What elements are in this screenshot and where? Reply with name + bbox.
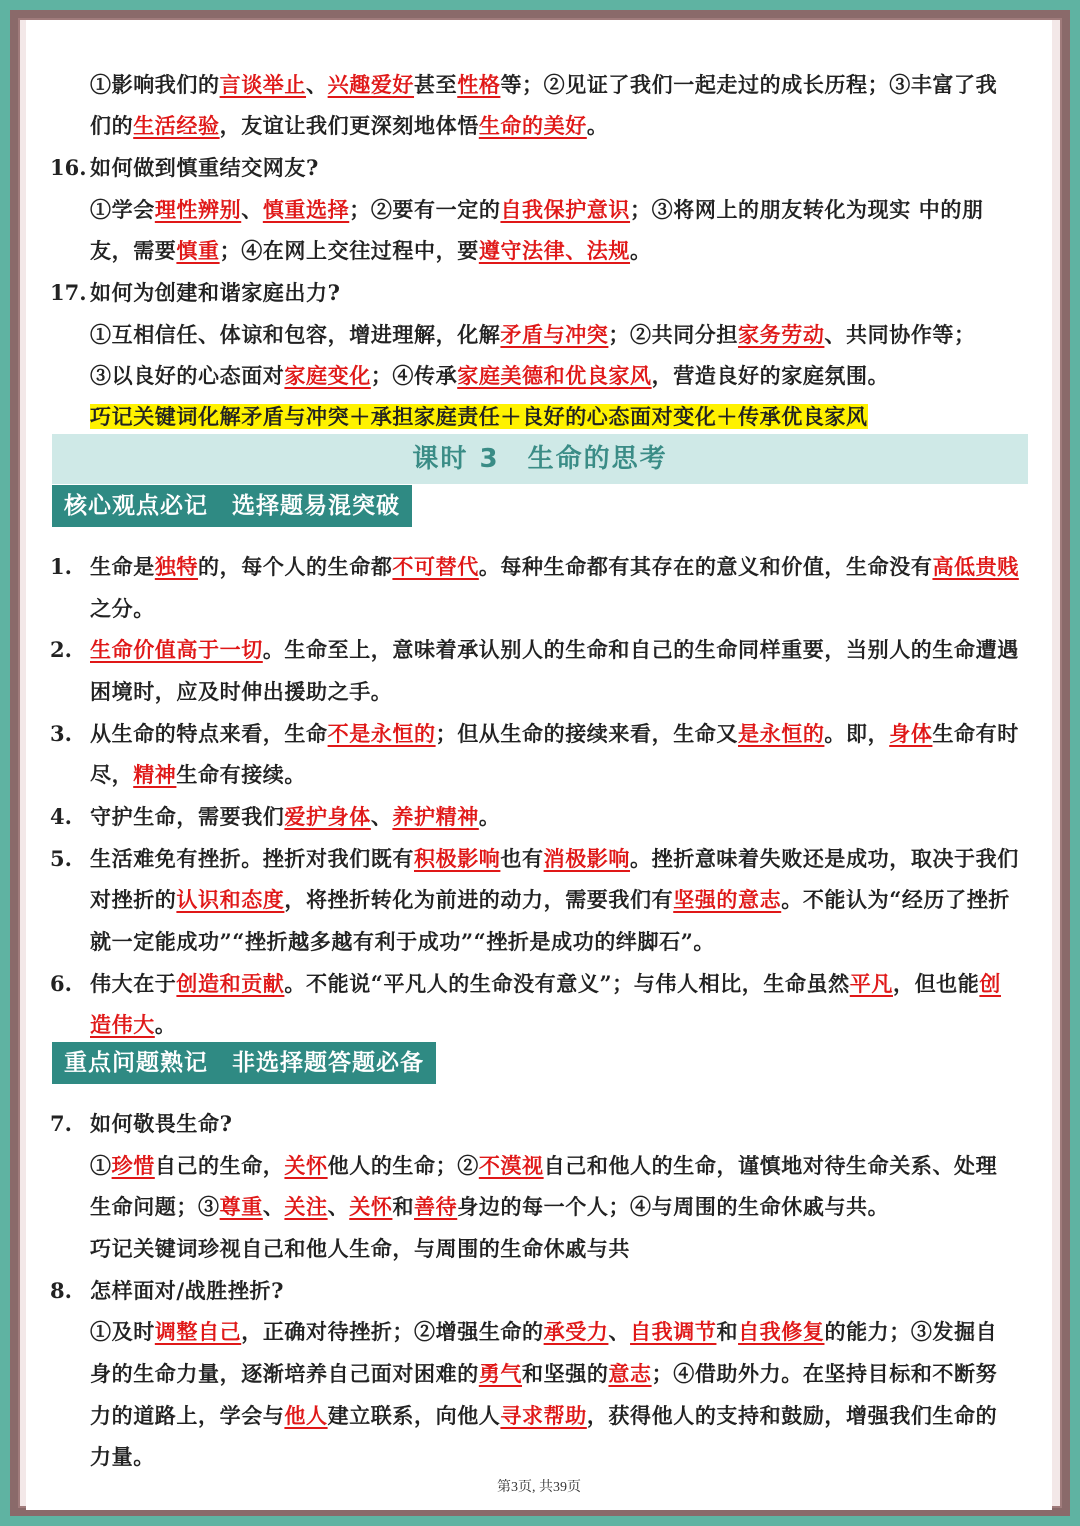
text-segment: 。生命至上，意味着承认别人的生命和自己的生命同样重要，当别人的生命遭遇 [262, 637, 1019, 662]
keyword: 关注 [284, 1194, 328, 1219]
keyword: 关怀 [284, 1153, 328, 1178]
text-segment: ；③将网上的朋友转化为现实 中的朋 [630, 197, 984, 222]
text-segment: ；④借助外力。在坚持目标和不断努 [651, 1361, 998, 1386]
text-line [90, 969, 1001, 999]
text-segment: 从生命的特点来看，生命 [90, 721, 328, 746]
text-line [90, 1151, 997, 1181]
text-segment: 甚至 [414, 72, 458, 97]
keyword: 自我修复 [738, 1319, 825, 1344]
text-line [90, 111, 608, 141]
text-segment: 他人的生命；② [327, 1153, 479, 1178]
text-segment: ；④在网上交往过程中，要 [219, 238, 479, 263]
keyword: 自我调节 [630, 1319, 717, 1344]
text-line [90, 1401, 997, 1431]
text-segment: 、 [370, 804, 393, 829]
keyword: 认识和态度 [176, 887, 285, 912]
keyword: 家庭美德和优良家风 [457, 363, 652, 388]
keyword: 遵守法律、法规 [478, 238, 631, 263]
text-segment: ，但也能 [892, 971, 980, 996]
item-number: 7. [50, 1111, 72, 1136]
item-number: 1. [50, 554, 72, 579]
keyword: 生命的美好 [478, 113, 587, 138]
text-line [90, 802, 500, 832]
keyword: 理性辨别 [154, 197, 242, 222]
text-segment: ，将挫折转化为前进的动力，需要我们有 [284, 887, 674, 912]
page-footer: 第3页, 共39页 [497, 1480, 581, 1495]
item-number: 4. [50, 804, 72, 829]
text-segment: 对挫折的 [90, 887, 177, 912]
text-segment: 之分。 [90, 596, 155, 621]
item-number: 16. [50, 155, 87, 180]
text-segment: 、 [306, 72, 328, 97]
keyword: 生命价值高于一切 [90, 637, 263, 662]
text-segment: 力的道路上，学会与 [90, 1403, 285, 1428]
item-number: 5. [50, 846, 72, 871]
text-segment: 生命是 [90, 554, 155, 579]
text-segment: 。 [478, 804, 501, 829]
keyword: 造伟大 [90, 1012, 155, 1037]
text-segment: 、共同协作等； [824, 322, 976, 347]
question-16: 如何做到慎重结交网友? [90, 155, 319, 180]
keyword: 坚强的意志 [673, 887, 782, 912]
keyword: 不可替代 [392, 554, 479, 579]
text-line [90, 1010, 176, 1040]
text-segment: ①影响我们的 [90, 72, 220, 97]
text-line [90, 927, 715, 957]
text-segment: ①学会 [90, 197, 155, 222]
item-number: 17. [50, 280, 87, 305]
text-line [90, 70, 997, 100]
text-line [90, 1359, 997, 1389]
keyword: 矛盾与冲突 [500, 322, 609, 347]
item-number: 8. [50, 1278, 72, 1303]
text-segment: 生命有时 [932, 721, 1019, 746]
text-segment: 。不能认为“经历了挫折 [781, 887, 1010, 912]
keyword: 慎重选择 [262, 197, 350, 222]
text-line [90, 677, 392, 707]
text-segment: 。即， [824, 721, 890, 746]
text-segment: ，获得他人的支持和鼓励，增强我们生命的 [586, 1403, 998, 1428]
text-line [90, 844, 1019, 874]
text-segment: ① [90, 1153, 112, 1178]
text-segment: 自己的生命， [154, 1153, 285, 1178]
keyword: 慎重 [176, 238, 220, 263]
item-number: 6. [50, 971, 72, 996]
lesson-title-bar [52, 434, 1028, 484]
keyword: 兴趣爱好 [327, 72, 415, 97]
keyword: 爱护身体 [284, 804, 371, 829]
text-segment: 们的 [90, 113, 134, 138]
text-segment: 、 [262, 1194, 285, 1219]
keyword: 自我保护意识 [500, 197, 631, 222]
text-segment: ；②共同分担 [608, 322, 739, 347]
keyword: 善待 [414, 1194, 458, 1219]
keyword: 尊重 [219, 1194, 263, 1219]
text-line [90, 1192, 889, 1222]
keyword: 不漠视 [478, 1153, 544, 1178]
keyword: 不是永恒的 [327, 721, 436, 746]
text-segment: 友，需要 [90, 238, 177, 263]
keyword: 他人 [284, 1403, 328, 1428]
text-segment: 尽， [90, 762, 134, 787]
keyword: 勇气 [478, 1361, 523, 1386]
keyword: 高低贵贱 [932, 554, 1019, 579]
text-segment: 守护生命，需要我们 [90, 804, 285, 829]
text-line [90, 760, 306, 790]
text-line [90, 552, 1019, 582]
text-segment: ，友谊让我们更深刻地体悟 [219, 113, 479, 138]
text-segment: ；但从生命的接续来看，生命又 [435, 721, 739, 746]
text-segment: 和 [716, 1319, 739, 1344]
section-tag-core: 核心观点必记 选择题易混突破 [52, 485, 412, 527]
document-page [26, 20, 1052, 1510]
keyword: 寻求帮助 [500, 1403, 587, 1428]
keyword: 养护精神 [392, 804, 479, 829]
text-segment: ，正确对待挫折；②增强生命的 [241, 1319, 544, 1344]
keyword: 身体 [889, 721, 933, 746]
text-segment: 身边的每一个人；④与周围的生命休戚与共。 [457, 1194, 890, 1219]
text-segment: 建立联系，向他人 [327, 1403, 501, 1428]
text-segment: 困境时，应及时伸出援助之手。 [90, 679, 393, 704]
text-segment: 生活难免有挫折。挫折对我们既有 [90, 846, 414, 871]
question-17: 如何为创建和谐家庭出力? [90, 280, 341, 305]
item-number: 3. [50, 721, 72, 746]
text-segment: 生命问题；③ [90, 1194, 220, 1219]
text-segment: 也有 [500, 846, 544, 871]
text-segment: 、 [327, 1194, 350, 1219]
text-segment: 。 [586, 113, 609, 138]
keyword: 精神 [133, 762, 177, 787]
item-number: 2. [50, 637, 72, 662]
text-segment: 。 [630, 238, 652, 263]
text-line [90, 236, 652, 266]
text-line [90, 719, 1019, 749]
highlighted-tip: 巧记关键词化解矛盾与冲突＋承担家庭责任＋良好的心态面对变化＋传承优良家风 [90, 404, 868, 429]
keyword: 性格 [457, 72, 501, 97]
keyword: 意志 [608, 1361, 652, 1386]
keyword: 承受力 [543, 1319, 609, 1344]
keyword: 积极影响 [414, 846, 501, 871]
text-segment: ，营造良好的家庭氛围。 [651, 363, 890, 388]
text-segment: 和 [392, 1194, 415, 1219]
text-segment: 力量。 [90, 1444, 155, 1469]
text-segment: 的，每个人的生命都 [198, 554, 393, 579]
question-8: 怎样面对/战胜挫折? [90, 1278, 284, 1303]
memory-tip: 巧记关键词珍视自己和他人生命，与周围的生命休戚与共 [90, 1236, 630, 1261]
text-segment: 、 [608, 1319, 631, 1344]
keyword: 关怀 [349, 1194, 393, 1219]
keyword: 创 [979, 971, 1001, 996]
keyword: 平凡 [849, 971, 893, 996]
text-segment: ①及时 [90, 1319, 155, 1344]
text-line [90, 1317, 997, 1347]
text-segment: 、 [241, 197, 263, 222]
text-line [90, 594, 155, 624]
lesson-title: 课时 3 生命的思考 [412, 444, 668, 474]
text-segment: 生命有接续。 [176, 762, 307, 787]
keyword: 调整自己 [154, 1319, 242, 1344]
text-segment: 的能力；③发掘自 [824, 1319, 998, 1344]
text-segment: 身的生命力量，逐渐培养自己面对困难的 [90, 1361, 479, 1386]
keyword: 创造和贡献 [176, 971, 285, 996]
text-line [90, 885, 1010, 915]
text-segment: ；②要有一定的 [349, 197, 501, 222]
text-segment: 。 [154, 1012, 177, 1037]
keyword: 家庭变化 [284, 363, 371, 388]
text-segment: 。每种生命都有其存在的意义和价值，生命没有 [478, 554, 933, 579]
text-line [90, 195, 984, 225]
keyword: 珍惜 [111, 1153, 155, 1178]
text-line [90, 320, 976, 350]
keyword: 是永恒的 [738, 721, 825, 746]
text-segment: 。不能说“平凡人的生命没有意义”；与伟人相比，生命虽然 [284, 971, 850, 996]
text-segment: 就一定能成功”“挫折越多越有利于成功”“挫折是成功的绊脚石”。 [90, 929, 715, 954]
text-segment: 自己和他人的生命，谨慎地对待生命关系、处理 [543, 1153, 998, 1178]
keyword: 独特 [154, 554, 199, 579]
keyword: 生活经验 [133, 113, 220, 138]
keyword: 家务劳动 [738, 322, 825, 347]
memory-tip [90, 402, 868, 432]
text-segment: ①互相信任、体谅和包容，增进理解，化解 [90, 322, 501, 347]
text-line [90, 361, 889, 391]
question-7: 如何敬畏生命? [90, 1111, 233, 1136]
text-segment: 等；②见证了我们一起走过的成长历程；③丰富了我 [500, 72, 998, 97]
keyword: 言谈举止 [219, 72, 307, 97]
text-segment: 伟大在于 [90, 971, 177, 996]
text-segment: ；④传承 [370, 363, 458, 388]
keyword: 消极影响 [543, 846, 631, 871]
text-segment: ③以良好的心态面对 [90, 363, 285, 388]
section-tag-key: 重点问题熟记 非选择题答题必备 [52, 1042, 436, 1084]
text-line [90, 635, 1019, 665]
text-segment: 。挫折意味着失败还是成功，取决于我们 [630, 846, 1019, 871]
text-segment: 和坚强的 [522, 1361, 609, 1386]
text-line [90, 1442, 155, 1472]
